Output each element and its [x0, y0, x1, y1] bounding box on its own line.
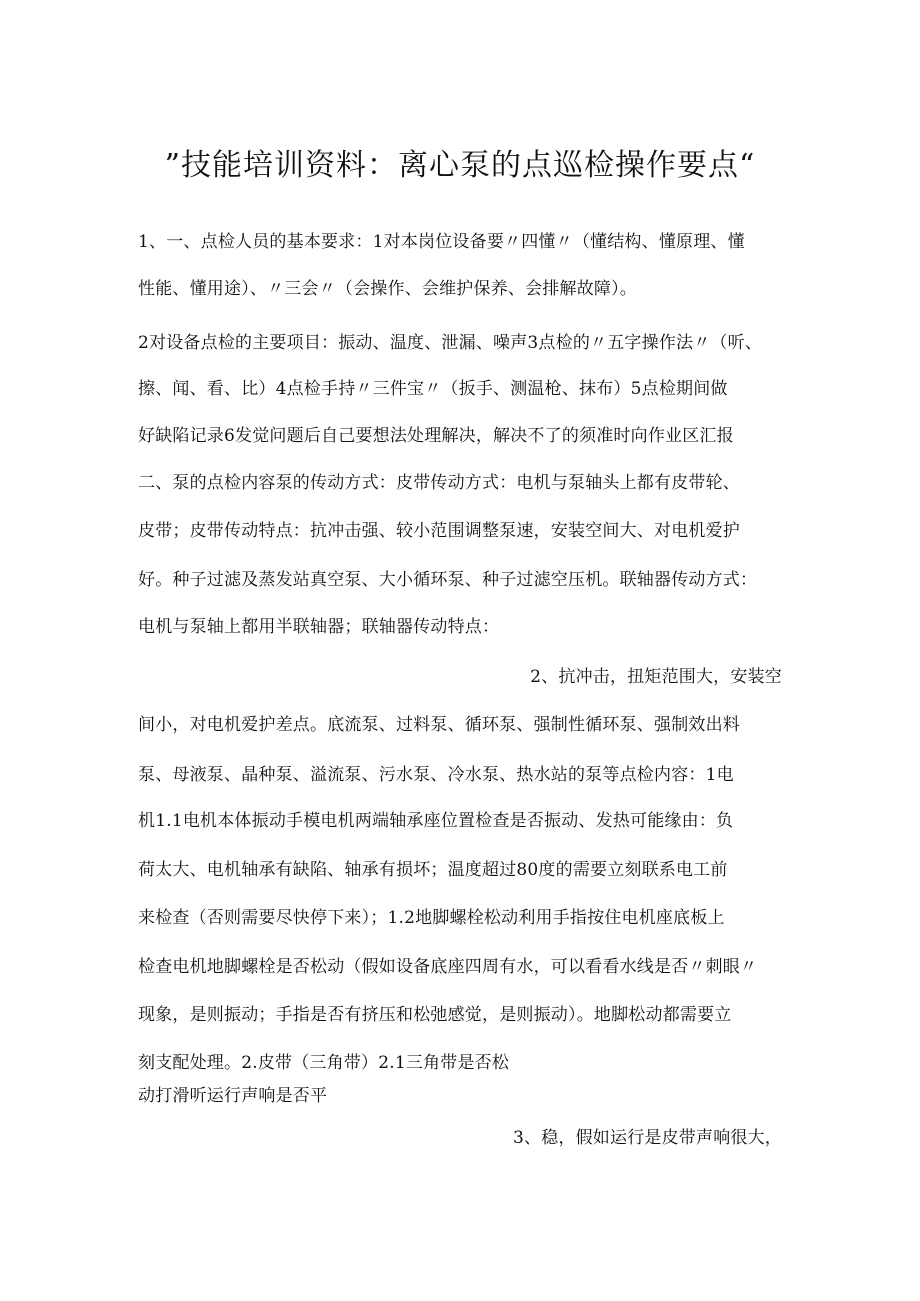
text-line: 3、稳，假如运行是皮带声响很大， [512, 1128, 782, 1148]
text-line: 好。种子过滤及蒸发站真空泵、大小循环泵、种子过滤空压机。联轴器传动方式： [138, 570, 758, 590]
text-line: 擦、闻、看、比）4点检手持〃三件宝〃（扳手、测温枪、抹布）5点检期间做 [138, 379, 728, 399]
text-line: 电机与泵轴上都用半联轴器；联轴器传动特点： [138, 617, 500, 637]
text-line: 检查电机地脚螺栓是否松动（假如设备底座四周有水，可以看看水线是否〃刺眼〃 [138, 957, 758, 977]
text-line: 2对设备点检的主要项目：振动、温度、泄漏、噪声3点检的〃五字操作法〃（听、 [138, 333, 763, 353]
text-line: 2、抗冲击，扭矩范围大，安装空 [530, 667, 782, 687]
text-line: 二、泵的点检内容泵的传动方式：皮带传动方式：电机与泵轴头上都有皮带轮、 [138, 473, 740, 493]
text-line: 性能、懂用途）、〃三会〃（会操作、会维护保养、会排解故障）。 [138, 279, 637, 299]
text-line: 动打滑听运行声响是否平 [138, 1086, 328, 1106]
text-line: 荷太大、电机轴承有缺陷、轴承有损坏；温度超过80度的需要立刻联系电工前 [138, 860, 728, 880]
text-line: 来检查（否则需要尽快停下来）；1.2地脚螺栓松动利用手指按住电机座底板上 [138, 908, 725, 928]
text-line: 皮带；皮带传动特点：抗冲击强、较小范围调整泵速，安装空间大、对电机爱护 [138, 521, 740, 541]
text-line: 泵、母液泵、晶种泵、溢流泵、污水泵、冷水泵、热水站的泵等点检内容：1电 [138, 765, 734, 785]
text-line: 间小，对电机爱护差点。底流泵、过料泵、循环泵、强制性循环泵、强制效出料 [138, 715, 740, 735]
text-line: 现象，是则振动；手指是否有挤压和松弛感觉，是则振动）。地脚松动都需要立 [138, 1005, 732, 1025]
text-line: 刻支配处理。2.皮带（三角带）2.1三角带是否松 [138, 1053, 510, 1073]
text-line: 机1.1电机本体振动手模电机两端轴承座位置检查是否振动、发热可能缘由：负 [138, 811, 734, 831]
text-line: 好缺陷记录6发觉问题后自己要想法处理解决，解决不了的须准时向作业区汇报 [138, 426, 734, 446]
text-line: 1、一、点检人员的基本要求：1对本岗位设备要〃四懂〃（懂结构、懂原理、懂 [138, 232, 745, 252]
document-title: ”技能培训资料：离心泵的点巡检操作要点“ [164, 148, 756, 183]
